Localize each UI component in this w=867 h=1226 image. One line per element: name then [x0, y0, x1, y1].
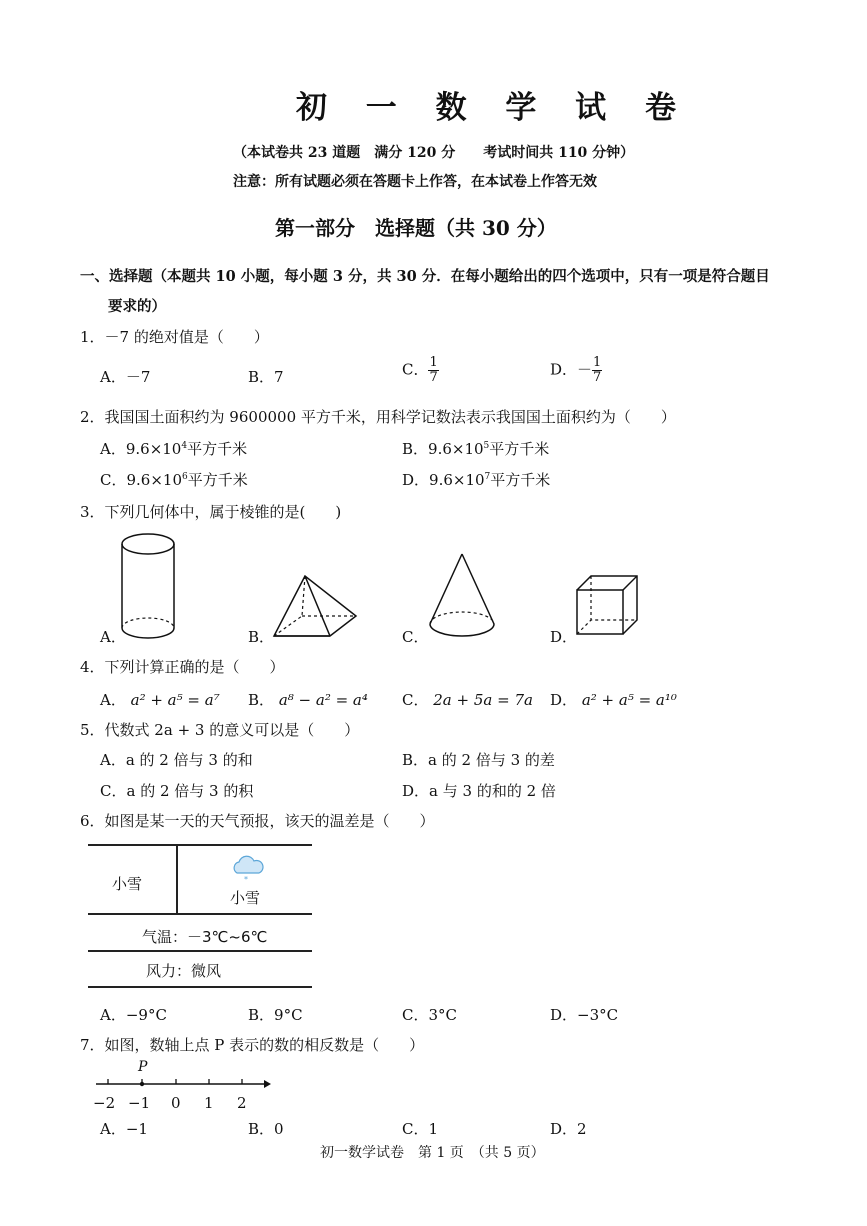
tick-label: 1	[204, 1094, 214, 1112]
weather-cell-left: 小雪	[112, 875, 143, 893]
math-expression: a² + a⁵ = a¹⁰	[581, 691, 677, 709]
question-2-option-d[interactable]: D．$9.6\times 10^7$平方千米	[402, 471, 551, 489]
question-4-option-c[interactable]: C． 2a + 5a = 7a	[402, 691, 533, 709]
pyramid-figure	[272, 572, 362, 642]
question-1-option-d[interactable]	[550, 356, 602, 385]
math-expression: a² + a⁵ = a⁷	[130, 691, 220, 709]
fraction: $\frac{1}{7}$	[593, 355, 602, 385]
table-rule	[88, 950, 312, 952]
cone-figure	[428, 552, 496, 644]
table-rule	[176, 844, 178, 914]
question-5-option-b[interactable]: B．a 的 2 倍与 3 的差	[402, 751, 555, 769]
question-1-option-c[interactable]	[402, 356, 439, 385]
question-1-stem: 1．－7 的绝对值是（ ）	[80, 328, 269, 346]
question-3-option-b[interactable]: B．	[248, 628, 275, 646]
exam-info: （本试卷共 23 道题 满分 120 分 考试时间共 110 分钟）	[233, 145, 635, 161]
question-4-option-b[interactable]: B． a⁸ − a² = a⁴	[248, 691, 368, 709]
question-6-option-b[interactable]: B．9°C	[248, 1006, 303, 1024]
question-7-option-b[interactable]: B．0	[248, 1120, 284, 1138]
table-rule	[88, 844, 312, 846]
question-5-option-d[interactable]: D．a 与 3 的和的 2 倍	[402, 782, 556, 800]
math-expression: a⁸ − a² = a⁴	[278, 691, 368, 709]
snow-cloud-icon	[229, 855, 265, 883]
point-p-label: P	[138, 1059, 148, 1075]
question-6-option-a[interactable]: A．−9°C	[100, 1006, 167, 1024]
question-2-option-a[interactable]: A．$9.6\times 10^4$平方千米	[100, 440, 248, 458]
question-1-option-a[interactable]: A．－7	[100, 368, 151, 386]
option-label: C．	[402, 360, 429, 379]
question-7-option-d[interactable]: D．2	[550, 1120, 587, 1138]
page-title: 初 一 数 学 试 卷	[296, 90, 690, 126]
part-heading-cont: 要求的）	[108, 298, 166, 315]
question-2-option-c[interactable]: C．$9.6\times 10^6$平方千米	[100, 471, 248, 489]
wind-row: 风力：微风	[146, 962, 222, 980]
section-title: 第一部分 选择题（共 30 分）	[275, 216, 557, 240]
part-heading: 一、选择题（本题共 10 小题，每小题 3 分，共 30 分．在每小题给出的四个选项中，只有一项是符合题目	[80, 268, 770, 285]
table-rule	[88, 913, 312, 915]
tick-label: 2	[237, 1094, 247, 1112]
question-5-option-c[interactable]: C．a 的 2 倍与 3 的积	[100, 782, 254, 800]
exam-notice: 注意：所有试题必须在答题卡上作答，在本试卷上作答无效	[233, 174, 597, 190]
math-expression: 2a + 5a = 7a	[433, 691, 533, 709]
question-4-stem: 4．下列计算正确的是（ ）	[80, 658, 285, 676]
question-1-option-b[interactable]: B．7	[248, 368, 284, 386]
question-2-stem: 2．我国国土面积约为 9600000 平方千米，用科学记数法表示我国国土面积约为（ ）	[80, 408, 676, 426]
tick-label: −1	[128, 1094, 151, 1112]
table-rule	[88, 986, 312, 988]
option-label: D．－	[550, 360, 593, 379]
cylinder-figure	[120, 532, 180, 642]
temperature-row: 气温：－3℃~6℃	[142, 928, 268, 946]
fraction: $\frac{1}{7}$	[429, 355, 438, 385]
question-5-option-a[interactable]: A．a 的 2 倍与 3 的和	[100, 751, 253, 769]
number-line	[96, 1072, 271, 1092]
question-3-option-d[interactable]: D．	[550, 628, 578, 646]
question-7-option-c[interactable]: C．1	[402, 1120, 439, 1138]
question-6-option-d[interactable]: D．−3°C	[550, 1006, 619, 1024]
question-3-option-a[interactable]: A．	[100, 628, 126, 646]
svg-text:*: *	[244, 875, 248, 884]
question-3-option-c[interactable]: C．	[402, 628, 429, 646]
question-6-option-c[interactable]: C．3°C	[402, 1006, 457, 1024]
question-7-stem: 7．如图，数轴上点 P 表示的数的相反数是（ ）	[80, 1036, 425, 1054]
question-3-stem: 3．下列几何体中，属于棱锥的是( )	[80, 503, 342, 521]
tick-label: −2	[93, 1094, 116, 1112]
tick-label: 0	[171, 1094, 181, 1112]
cube-figure	[574, 574, 640, 636]
question-4-option-a[interactable]: A． a² + a⁵ = a⁷	[100, 691, 220, 709]
weather-cell-right: 小雪	[230, 889, 261, 907]
page-footer: 初一数学试卷 第 1 页 （共 5 页）	[320, 1145, 545, 1161]
question-7-option-a[interactable]: A．−1	[100, 1120, 148, 1138]
question-4-option-d[interactable]: D． a² + a⁵ = a¹⁰	[550, 691, 677, 709]
question-2-option-b[interactable]: B．$9.6\times 10^5$平方千米	[402, 440, 550, 458]
question-5-stem: 5．代数式 2a + 3 的意义可以是（ ）	[80, 721, 360, 739]
question-6-stem: 6．如图是某一天的天气预报，该天的温差是（ ）	[80, 812, 435, 830]
